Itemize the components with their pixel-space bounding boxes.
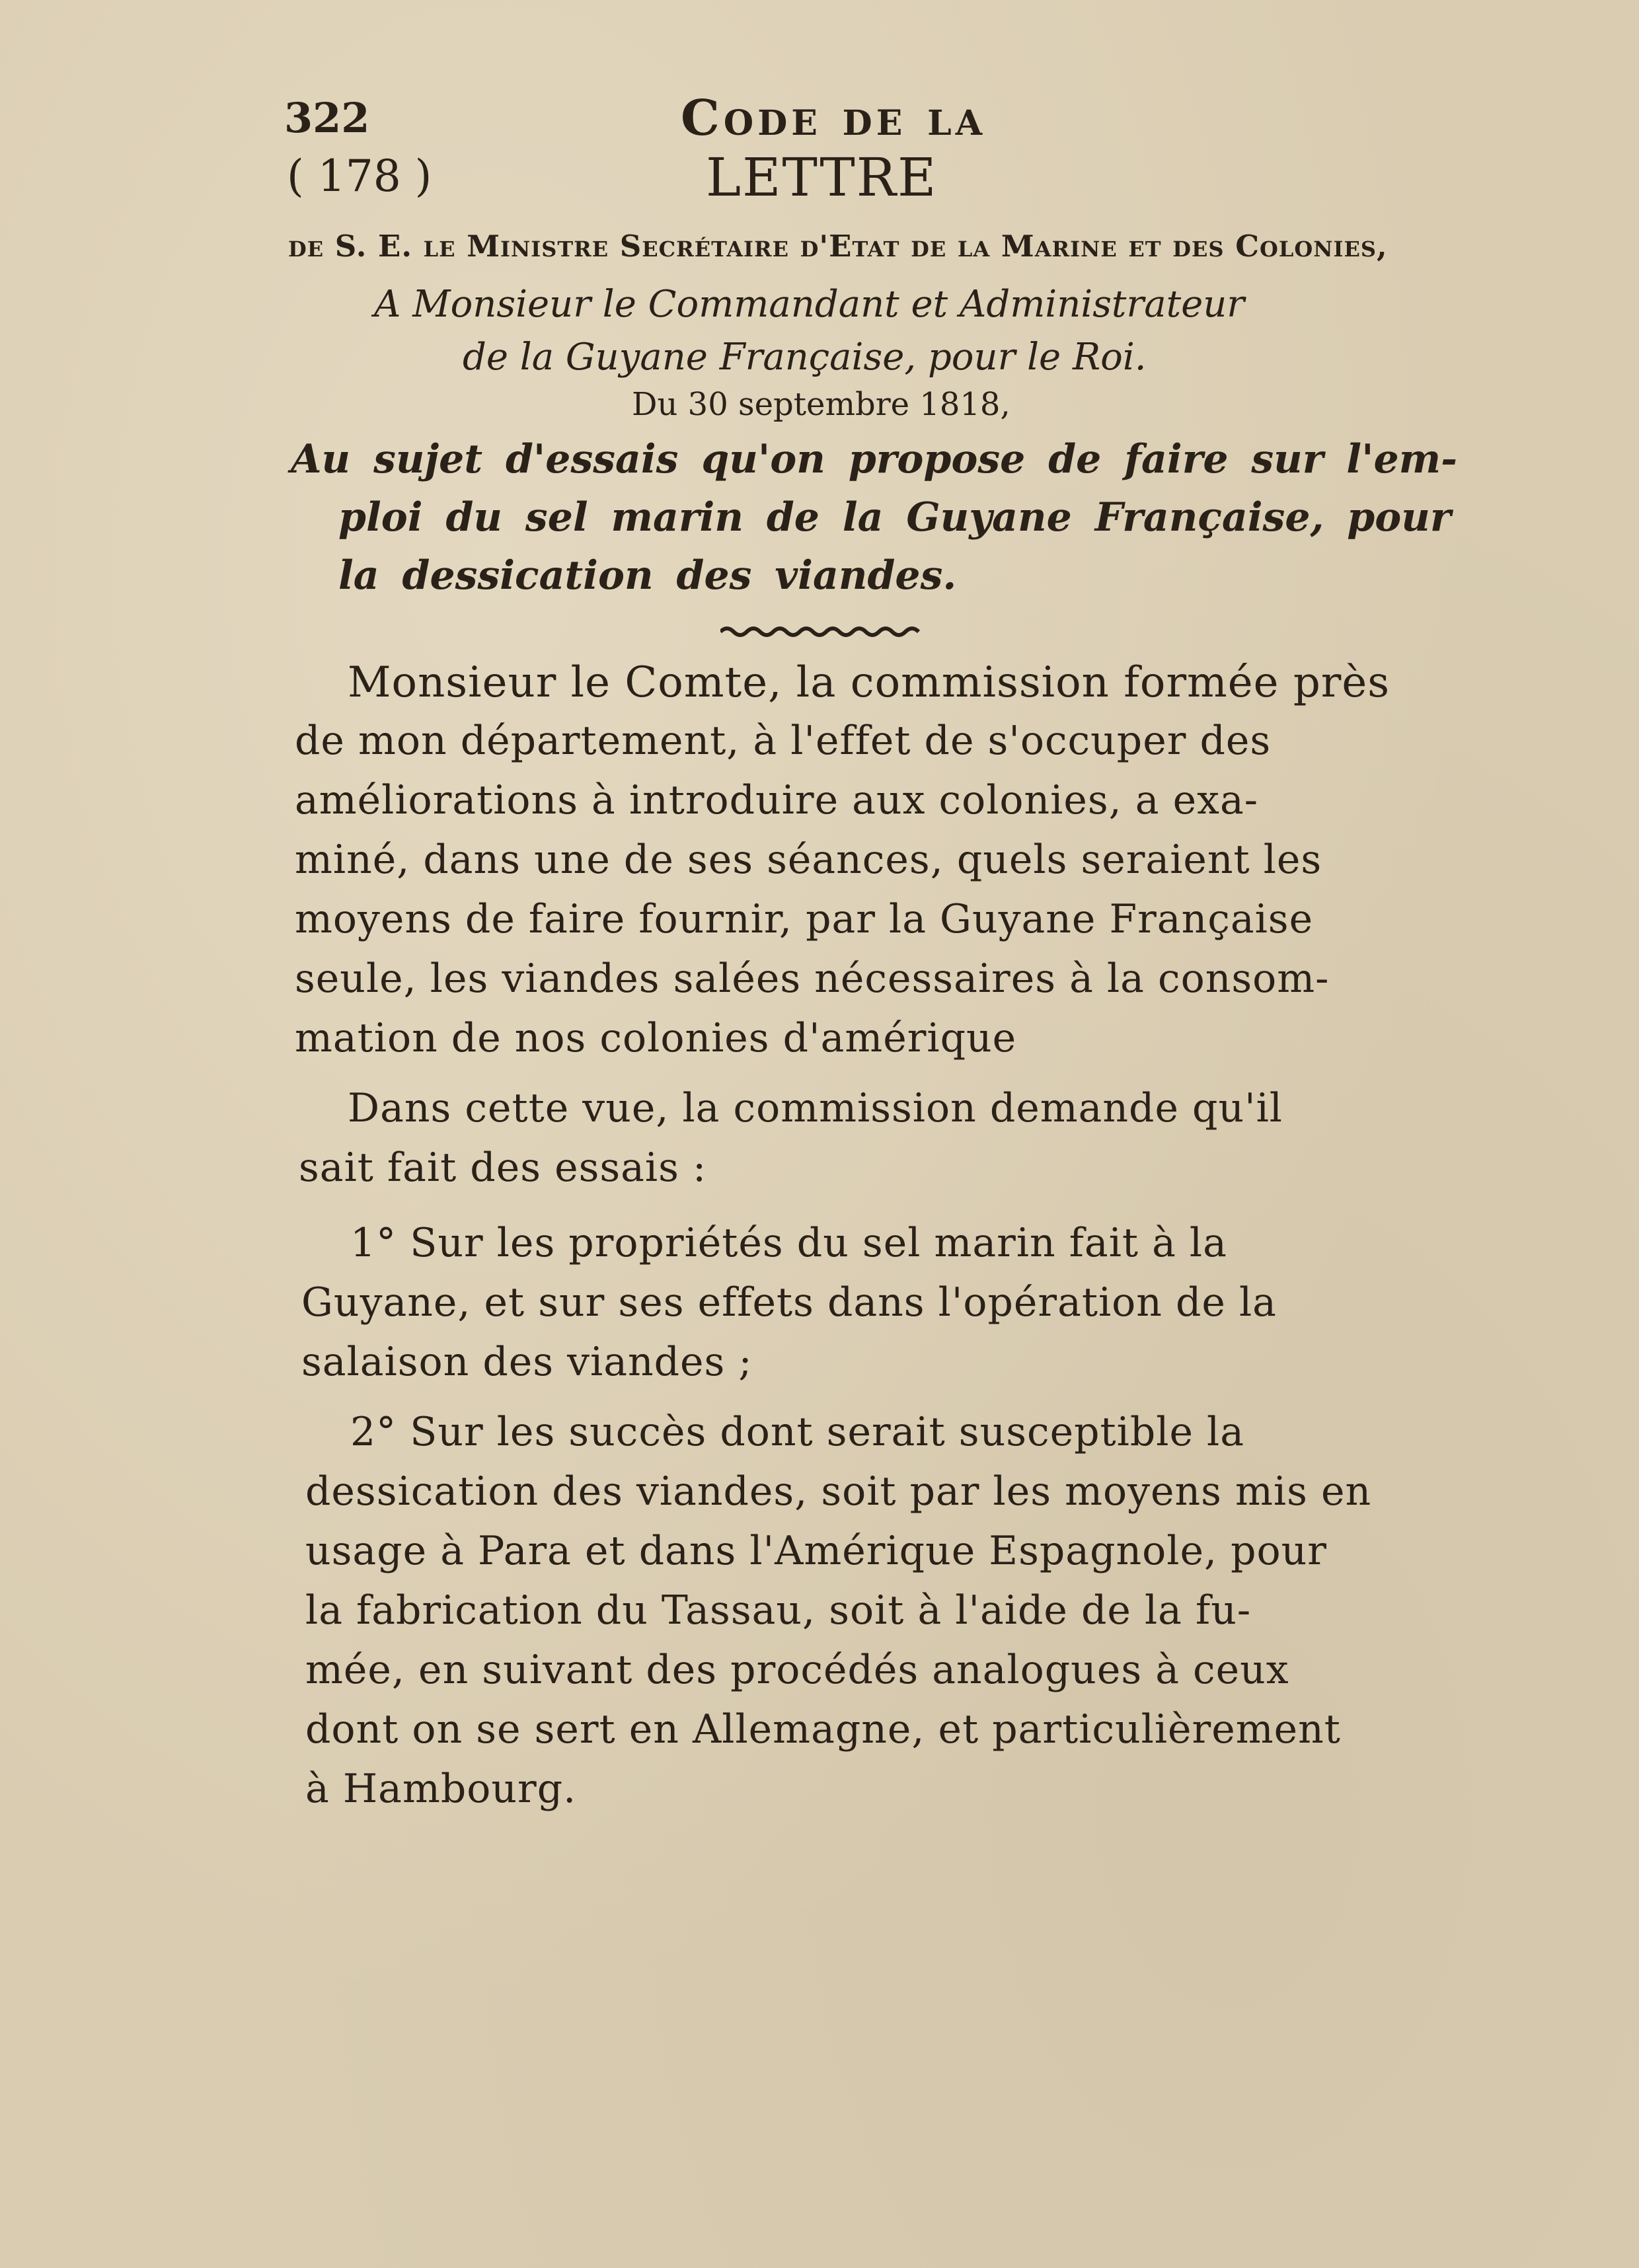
para-4-line-4: la fabrication du Tassau, soit à l'aide de la fu- <box>305 1587 1252 1634</box>
para-1-line-7: mation de nos colonies d'amérique <box>295 1015 1017 1061</box>
para-2-line-2: sait fait des essais : <box>299 1145 707 1191</box>
para-4-line-3: usage à Para et dans l'Amérique Espagnole, pour <box>305 1528 1327 1574</box>
subject-line-3: la dessication des viandes. <box>338 552 957 599</box>
para-4-line-7: à Hambourg. <box>305 1766 577 1812</box>
para-4-line-5: mée, en suivant des procédés analogues à ceux <box>305 1647 1289 1693</box>
para-1-line-4: miné, dans une de ses séances, quels seraient les <box>295 837 1322 883</box>
para-1-line-1: Monsieur le Comte, la commission formée près <box>348 658 1391 707</box>
document-title: LETTRE <box>706 147 938 208</box>
para-1-line-3: améliorations à introduire aux colonies, a exa- <box>295 777 1259 823</box>
para-1-line-2: de mon département, à l'effet de s'occuper des <box>295 718 1272 764</box>
para-4-line-1: 2° Sur les succès dont serait susceptible la <box>350 1409 1244 1455</box>
date-line: Du 30 septembre 1818, <box>632 386 1010 423</box>
recipient-line-2: de la Guyane Française, pour le Roi. <box>463 336 1147 379</box>
para-2-line-1: Dans cette vue, la commission demande qu'il <box>348 1085 1283 1131</box>
sender-line: de S. E. le Ministre Secrétaire d'Etat de la Marine et des Colonies, <box>288 229 1388 264</box>
para-3-line-1: 1° Sur les propriétés du sel marin fait à la <box>350 1220 1227 1266</box>
subject-line-2: ploi du sel marin de la Guyane Française, pour <box>338 494 1451 541</box>
para-1-line-6: seule, les viandes salées nécessaires à la consom- <box>295 956 1330 1002</box>
para-4-line-2: dessication des viandes, soit par les moyens mis en <box>305 1468 1372 1515</box>
running-title: Code de la <box>681 90 987 147</box>
recipient-line-1: A Monsieur le Commandant et Administrateur <box>374 283 1245 326</box>
para-4-line-6: dont on se sert en Allemagne, et particulièrement <box>305 1706 1341 1753</box>
subject-line-1: Au sujet d'essais qu'on propose de faire sur l'em- <box>291 436 1458 482</box>
para-1-line-5: moyens de faire fournir, par la Guyane Française <box>295 896 1314 942</box>
page-number-inner: ( 178 ) <box>287 151 432 202</box>
para-3-line-2: Guyane, et sur ses effets dans l'opération de la <box>301 1279 1277 1326</box>
wavy-separator <box>720 624 925 640</box>
separator-wave <box>720 628 919 635</box>
para-3-line-3: salaison des viandes ; <box>301 1339 753 1385</box>
page-number-left: 322 <box>284 94 370 142</box>
